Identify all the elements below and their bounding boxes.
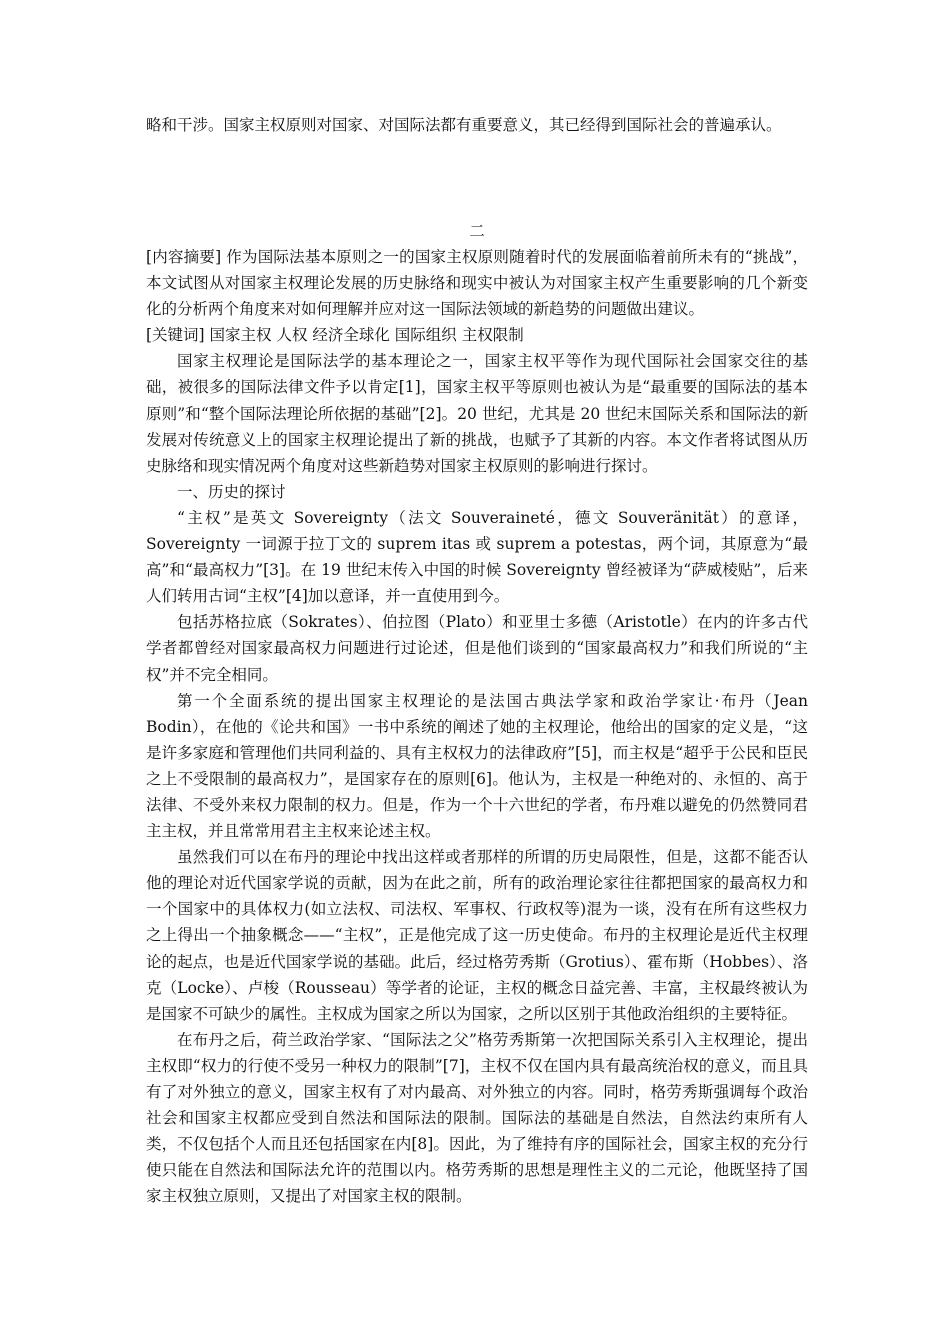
paragraph-4: 虽然我们可以在布丹的理论中找出这样或者那样的所谓的历史局限性，但是，这都不能否认他的理论对近代国家学说的贡献，因为在此之前，所有的政治理论家往往都把国家的最高权力和一个国家中的具体权力(如立法权、司法权、军事权、行政权等)混为一谈，没有在所有这些权力之上得出一个抽象概念——“主权”，正是他完成了这一历史使命。布丹的主权理论是近代主权理论的起点，也是近代国家学说的基础。此后，经过格劳秀斯（Grotius）、霍布斯（Hobbes）、洛克（Locke）、卢梭（Rousseau）等学者的论证，主权的概念日益完善、丰富，主权最终被认为是国家不可缺少的属性。主权成为国家之所以为国家，之所以区别于其他政治组织的主要特征。: [146, 848, 808, 1023]
paragraph-2: 包括苏格拉底（Sokrates）、伯拉图（Plato）和亚里士多德（Aristotle）在内的许多古代学者都曾经对国家最高权力问题进行过论述，但是他们谈到的“国家最高权力”和我们所说的“主权”并不完全相同。: [146, 613, 808, 684]
intro-paragraph: 国家主权理论是国际法学的基本理论之一，国家主权平等作为现代国际社会国家交往的基础，被很多的国际法律文件予以肯定[1]，国家主权平等原则也被认为是“最重要的国际法的基本原则”和“整个国际法理论所依据的基础”[2]。20 世纪，尤其是 20 世纪末国际关系和国际法的新发展对传统意义上的国家主权理论提出了新的挑战，也赋予了其新的内容。本文作者将试图从历史脉络和现实情况两个角度对这些新趋势对国家主权原则的影响进行探讨。: [146, 352, 808, 475]
paragraph-1: “主权”是英文 Sovereignty（法文 Souveraineté，德文 Souveränität）的意译，Sovereignty 一词源于拉丁文的 suprem itas 或 suprem a potestas，两个词，其原意为“最高”和“最高权力”[3]。在 19 世纪末传入中国的时候 Sovereignty 曾经被译为“萨威棱贴”，后来人们转用古词“主权”[4]加以意译，并一直使用到今。: [146, 508, 808, 606]
section-number: 二: [469, 222, 485, 240]
continuation-text: 略和干涉。国家主权原则对国家、对国际法都有重要意义，其已经得到国际社会的普遍承认。: [146, 116, 782, 134]
keywords: [关键词] 国家主权 人权 经济全球化 国际组织 主权限制: [146, 326, 524, 345]
paragraph-5: 在布丹之后，荷兰政治学家、“国际法之父”格劳秀斯第一次把国际关系引入主权理论，提出主权即“权力的行使不受另一种权力的限制”[7]，主权不仅在国内具有最高统治权的意义，而且具有了对外独立的意义，国家主权有了对内最高、对外独立的内容。同时，格劳秀斯强调每个政治社会和国家主权都应受到自然法和国际法的限制。国际法的基础是自然法，自然法约束所有人类，不仅包括个人而且还包括国家在内[8]。因此，为了维持有序的国际社会，国家主权的充分行使只能在自然法和国际法允许的范围以内。格劳秀斯的思想是理性主义的二元论，他既坚持了国家主权独立原则，又提出了对国家主权的限制。: [146, 1030, 808, 1206]
paragraph-3: 第一个全面系统的提出国家主权理论的是法国古典法学家和政治学家让·布丹（Jean Bodin），在他的《论共和国》一书中系统的阐述了她的主权理论，他给出的国家的定义是，“这是许多家庭和管理他们共同利益的、具有主权权力的法律政府”[5]，而主权是“超乎于公民和臣民之上不受限制的最高权力”，是国家存在的原则[6]。他认为，主权是一种绝对的、永恒的、高于法律、不受外来权力限制的权力。但是，作为一个十六世纪的学者，布丹难以避免的仍然赞同君主主权，并且常常用君主主权来论述主权。: [146, 691, 808, 841]
section-heading: 一、历史的探讨: [177, 482, 286, 501]
abstract: [内容摘要] 作为国际法基本原则之一的国家主权原则随着时代的发展面临着前所未有的“挑战”，本文试图从对国家主权理论发展的历史脉络和现实中被认为对国家主权产生重要影响的几个新变化的分析两个角度来对如何理解并应对这一国际法领域的新趋势的问题做出建议。: [146, 248, 808, 319]
document-page: [146, 112, 808, 1209]
